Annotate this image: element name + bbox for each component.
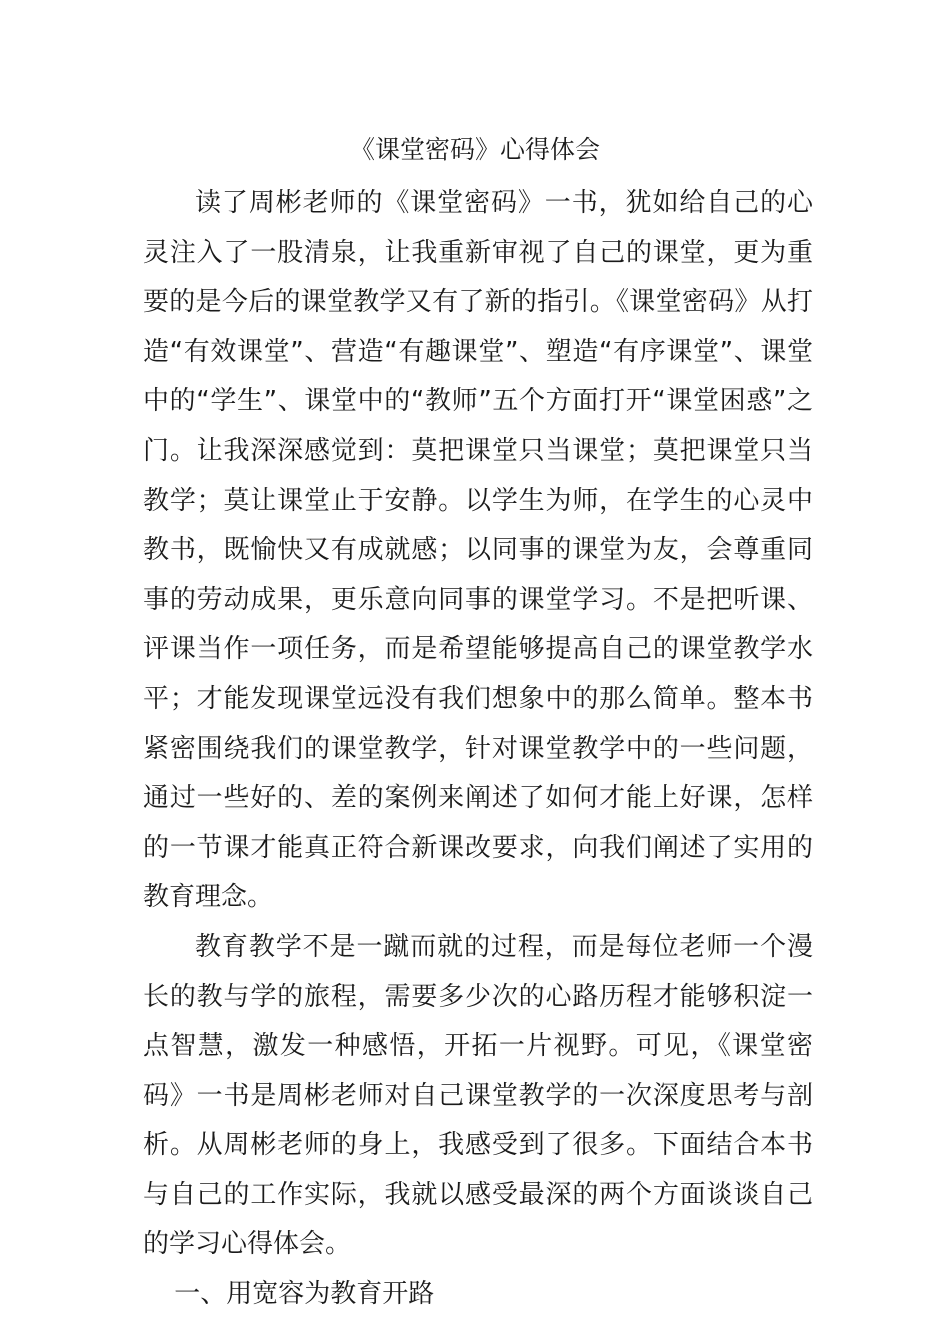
document-title: 《课堂密码》心得体会 xyxy=(349,135,600,164)
section-heading: 一、用宽容为教育开路 xyxy=(174,1279,435,1310)
document-body xyxy=(143,179,813,1320)
paragraph: 教育教学不是一蹴而就的过程，而是每位老师一个漫长的教与学的旅程，需要多少次的心路历程才能够积淀一点智慧，激发一种感悟，开拓一片视野。可见，《课堂密码》一书是周彬老师对自己课堂教学的一次深度思考与剖析。从周彬老师的身上，我感受到了很多。下面结合本书与自己的工作实际，我就以感受最深的两个方面谈谈自己的学习心得体会。 xyxy=(143,931,813,1260)
paragraph: 读了周彬老师的《课堂密码》一书，犹如给自己的心灵注入了一股清泉，让我重新审视了自己的课堂，更为重要的是今后的课堂教学又有了新的指引。《课堂密码》从打造“有效课堂”、营造“有趣课堂”、塑造“有序课堂”、课堂中的“学生”、课堂中的“教师”五个方面打开“课堂困惑”之门。让我深深感觉到：莫把课堂只当课堂；莫把课堂只当教学；莫让课堂止于安静。以学生为师，在学生的心灵中教书，既愉快又有成就感；以同事的课堂为友，会尊重同事的劳动成果，更乐意向同事的课堂学习。不是把听课、评课当作一项任务，而是希望能够提高自己的课堂教学水平；才能发现课堂远没有我们想象中的那么简单。整本书紧密围绕我们的课堂教学，针对课堂教学中的一些问题，通过一些好的、差的案例来阐述了如何才能上好课，怎样的一节课才能真正符合新课改要求，向我们阐述了实用的教育理念。 xyxy=(143,188,813,913)
